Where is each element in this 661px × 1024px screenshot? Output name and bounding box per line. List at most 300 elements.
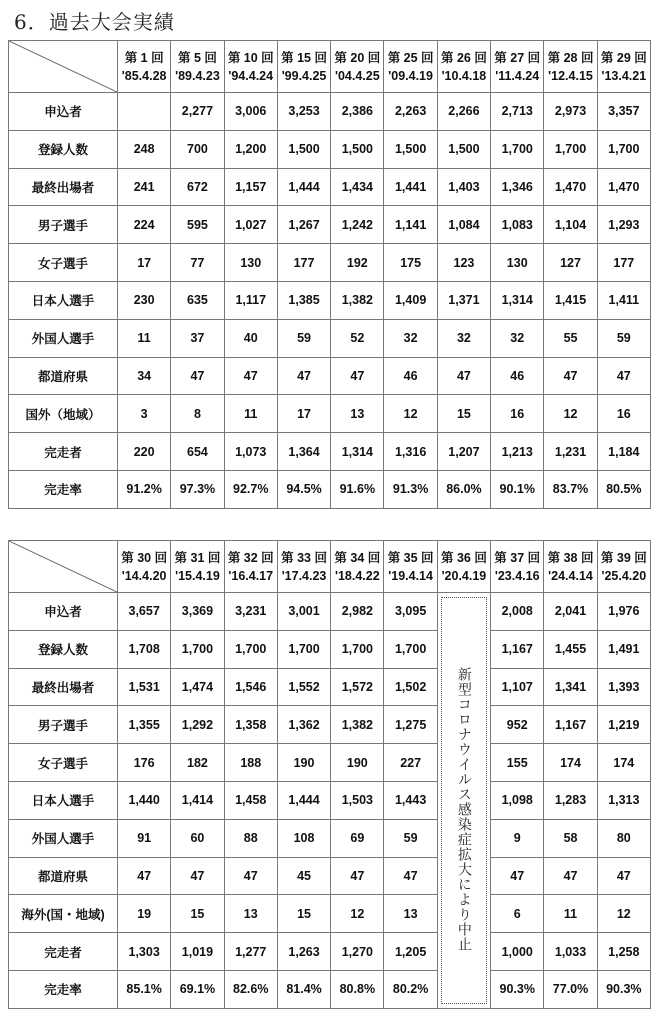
data-cell: 1,502 xyxy=(384,668,437,706)
table-row xyxy=(9,130,651,168)
data-cell: 59 xyxy=(597,319,650,357)
data-cell: 91.2% xyxy=(118,470,171,508)
data-cell: 1,434 xyxy=(331,168,384,206)
data-cell: 17 xyxy=(277,395,330,433)
data-cell: 1,033 xyxy=(544,933,597,971)
data-cell: 1,411 xyxy=(597,281,650,319)
edition-number: 第 39 回 xyxy=(600,550,647,565)
data-cell: 32 xyxy=(491,319,544,357)
data-cell: 1,275 xyxy=(384,706,437,744)
table-row xyxy=(9,895,651,933)
data-cell: 32 xyxy=(384,319,437,357)
data-cell: 130 xyxy=(224,244,277,282)
edition-date: '20.4.19 xyxy=(441,568,487,583)
data-cell: 47 xyxy=(384,857,437,895)
row-label: 登録人数 xyxy=(9,630,118,668)
data-cell: 2,266 xyxy=(437,93,490,131)
data-cell: 15 xyxy=(171,895,224,933)
data-cell: 2,008 xyxy=(491,593,544,631)
data-cell: 1,474 xyxy=(171,668,224,706)
data-cell: 672 xyxy=(171,168,224,206)
data-cell: 174 xyxy=(544,744,597,782)
data-cell: 2,973 xyxy=(544,93,597,131)
data-cell: 17 xyxy=(118,244,171,282)
edition-header xyxy=(437,41,490,93)
data-cell: 47 xyxy=(171,857,224,895)
data-cell: 47 xyxy=(277,357,330,395)
edition-date: '15.4.19 xyxy=(175,568,220,583)
data-cell: 90.1% xyxy=(491,470,544,508)
data-cell: 1,500 xyxy=(384,130,437,168)
row-label: 登録人数 xyxy=(9,130,118,168)
table-row xyxy=(9,630,651,668)
data-cell: 1,084 xyxy=(437,206,490,244)
row-label: 完走者 xyxy=(9,433,118,471)
table-row xyxy=(9,781,651,819)
table-row xyxy=(9,744,651,782)
edition-header xyxy=(384,41,437,93)
table-row xyxy=(9,319,651,357)
edition-header xyxy=(331,541,384,593)
data-cell: 91.3% xyxy=(384,470,437,508)
edition-header xyxy=(491,41,544,93)
diagonal-corner-cell xyxy=(9,41,118,93)
table-row xyxy=(9,357,651,395)
data-cell: 15 xyxy=(437,395,490,433)
edition-number: 第 38 回 xyxy=(547,550,594,565)
data-cell: 77.0% xyxy=(544,970,597,1008)
data-cell: 595 xyxy=(171,206,224,244)
row-label: 最終出場者 xyxy=(9,168,118,206)
edition-header xyxy=(277,541,330,593)
data-cell: 90.3% xyxy=(491,970,544,1008)
page-title: 6．過去大会実績 xyxy=(14,10,175,34)
data-cell: 1,167 xyxy=(491,630,544,668)
data-cell: 1,393 xyxy=(597,668,650,706)
data-cell: 130 xyxy=(491,244,544,282)
data-cell: 40 xyxy=(224,319,277,357)
data-cell: 47 xyxy=(491,857,544,895)
data-cell: 1,364 xyxy=(277,433,330,471)
data-cell: 1,444 xyxy=(277,168,330,206)
data-cell: 94.5% xyxy=(277,470,330,508)
data-cell: 1,572 xyxy=(331,668,384,706)
data-cell: 1,385 xyxy=(277,281,330,319)
data-cell: 77 xyxy=(171,244,224,282)
edition-date: '24.4.14 xyxy=(548,568,593,583)
data-cell: 1,263 xyxy=(277,933,330,971)
edition-number: 第 10 回 xyxy=(227,50,274,65)
data-cell: 85.1% xyxy=(118,970,171,1008)
data-cell: 1,231 xyxy=(544,433,597,471)
diagonal-line-icon xyxy=(9,41,117,92)
data-cell xyxy=(118,93,171,131)
edition-date: '18.4.22 xyxy=(334,568,380,583)
edition-number: 第 36 回 xyxy=(441,550,487,565)
data-cell: 1,019 xyxy=(171,933,224,971)
data-cell: 13 xyxy=(224,895,277,933)
data-cell: 1,382 xyxy=(331,706,384,744)
data-cell: 248 xyxy=(118,130,171,168)
data-cell: 12 xyxy=(384,395,437,433)
data-cell: 47 xyxy=(597,357,650,395)
data-cell: 16 xyxy=(491,395,544,433)
data-cell: 60 xyxy=(171,819,224,857)
table-row xyxy=(9,668,651,706)
data-cell: 80 xyxy=(597,819,650,857)
data-cell: 52 xyxy=(331,319,384,357)
data-cell: 2,263 xyxy=(384,93,437,131)
data-cell: 9 xyxy=(491,819,544,857)
data-cell: 1,455 xyxy=(544,630,597,668)
edition-header xyxy=(384,541,437,593)
cancel-note-box xyxy=(441,597,487,1004)
data-cell: 12 xyxy=(331,895,384,933)
data-cell: 1,976 xyxy=(597,593,650,631)
data-cell: 1,083 xyxy=(491,206,544,244)
row-label: 申込者 xyxy=(9,593,118,631)
edition-header xyxy=(491,541,544,593)
data-cell: 2,982 xyxy=(331,593,384,631)
row-label: 都道府県 xyxy=(9,857,118,895)
data-cell: 1,267 xyxy=(277,206,330,244)
data-cell: 92.7% xyxy=(224,470,277,508)
table-row xyxy=(9,933,651,971)
data-cell: 11 xyxy=(118,319,171,357)
data-cell: 1,546 xyxy=(224,668,277,706)
data-cell: 1,708 xyxy=(118,630,171,668)
data-cell: 11 xyxy=(544,895,597,933)
data-cell: 1,552 xyxy=(277,668,330,706)
data-cell: 1,098 xyxy=(491,781,544,819)
data-cell: 91.6% xyxy=(331,470,384,508)
data-cell: 15 xyxy=(277,895,330,933)
data-cell: 123 xyxy=(437,244,490,282)
edition-date: '94.4.24 xyxy=(228,68,274,83)
data-cell: 3,006 xyxy=(224,93,277,131)
edition-number: 第 29 回 xyxy=(600,50,647,65)
data-cell: 1,403 xyxy=(437,168,490,206)
results-table-1 xyxy=(8,40,651,509)
data-cell: 1,382 xyxy=(331,281,384,319)
data-cell: 1,470 xyxy=(597,168,650,206)
data-cell: 3,657 xyxy=(118,593,171,631)
data-cell: 155 xyxy=(491,744,544,782)
header-row xyxy=(9,541,651,593)
edition-header xyxy=(437,541,490,593)
data-cell: 1,700 xyxy=(597,130,650,168)
data-cell: 1,104 xyxy=(544,206,597,244)
data-cell: 47 xyxy=(437,357,490,395)
data-cell: 1,415 xyxy=(544,281,597,319)
data-cell: 1,346 xyxy=(491,168,544,206)
data-cell: 55 xyxy=(544,319,597,357)
edition-number: 第 26 回 xyxy=(441,50,487,65)
data-cell: 59 xyxy=(277,319,330,357)
data-cell: 80.8% xyxy=(331,970,384,1008)
edition-header xyxy=(331,41,384,93)
edition-header xyxy=(597,41,650,93)
data-cell: 1,409 xyxy=(384,281,437,319)
data-cell: 220 xyxy=(118,433,171,471)
data-cell: 177 xyxy=(277,244,330,282)
data-cell: 2,713 xyxy=(491,93,544,131)
data-cell: 241 xyxy=(118,168,171,206)
data-cell: 47 xyxy=(331,857,384,895)
data-cell: 19 xyxy=(118,895,171,933)
edition-header xyxy=(544,41,597,93)
edition-header xyxy=(224,541,277,593)
row-label: 女子選手 xyxy=(9,744,118,782)
data-cell: 654 xyxy=(171,433,224,471)
row-label: 外国人選手 xyxy=(9,319,118,357)
data-cell: 1,355 xyxy=(118,706,171,744)
data-cell: 635 xyxy=(171,281,224,319)
edition-number: 第 27 回 xyxy=(494,50,541,65)
data-cell: 182 xyxy=(171,744,224,782)
data-cell: 1,117 xyxy=(224,281,277,319)
data-cell: 81.4% xyxy=(277,970,330,1008)
data-cell: 3,369 xyxy=(171,593,224,631)
table-row xyxy=(9,819,651,857)
edition-number: 第 25 回 xyxy=(387,50,434,65)
edition-date: '14.4.20 xyxy=(121,568,167,583)
edition-date: '89.4.23 xyxy=(175,68,220,83)
data-cell: 59 xyxy=(384,819,437,857)
row-label: 女子選手 xyxy=(9,244,118,282)
edition-header xyxy=(224,41,277,93)
data-cell: 175 xyxy=(384,244,437,282)
edition-header xyxy=(277,41,330,93)
edition-date: '23.4.16 xyxy=(494,568,540,583)
data-cell: 1,341 xyxy=(544,668,597,706)
data-cell: 1,458 xyxy=(224,781,277,819)
edition-number: 第 33 回 xyxy=(281,550,327,565)
data-cell: 47 xyxy=(224,857,277,895)
data-cell: 13 xyxy=(384,895,437,933)
edition-number: 第 37 回 xyxy=(494,550,541,565)
data-cell: 1,314 xyxy=(491,281,544,319)
data-cell: 1,470 xyxy=(544,168,597,206)
data-cell: 97.3% xyxy=(171,470,224,508)
data-cell: 1,073 xyxy=(224,433,277,471)
row-label: 男子選手 xyxy=(9,706,118,744)
data-cell: 34 xyxy=(118,357,171,395)
data-cell: 83.7% xyxy=(544,470,597,508)
data-cell: 3,095 xyxy=(384,593,437,631)
table-row xyxy=(9,281,651,319)
data-cell: 1,303 xyxy=(118,933,171,971)
data-cell: 190 xyxy=(277,744,330,782)
data-cell: 1,283 xyxy=(544,781,597,819)
edition-date: '19.4.14 xyxy=(388,568,433,583)
data-cell: 82.6% xyxy=(224,970,277,1008)
data-cell: 47 xyxy=(331,357,384,395)
data-cell: 1,444 xyxy=(277,781,330,819)
data-cell: 13 xyxy=(331,395,384,433)
data-cell: 1,531 xyxy=(118,668,171,706)
table-row xyxy=(9,470,651,508)
data-cell: 1,184 xyxy=(597,433,650,471)
edition-date: '04.4.25 xyxy=(334,68,380,83)
diagonal-line-icon xyxy=(9,541,117,592)
data-cell: 1,700 xyxy=(171,630,224,668)
data-cell: 88 xyxy=(224,819,277,857)
edition-date: '11.4.24 xyxy=(495,68,540,83)
data-cell: 192 xyxy=(331,244,384,282)
data-cell: 12 xyxy=(597,895,650,933)
data-cell: 1,027 xyxy=(224,206,277,244)
data-cell: 1,700 xyxy=(491,130,544,168)
data-cell: 2,277 xyxy=(171,93,224,131)
edition-header xyxy=(544,541,597,593)
data-cell: 1,141 xyxy=(384,206,437,244)
table-row xyxy=(9,93,651,131)
edition-date: '16.4.17 xyxy=(228,568,274,583)
data-cell: 1,314 xyxy=(331,433,384,471)
row-label: 最終出場者 xyxy=(9,668,118,706)
data-cell: 1,205 xyxy=(384,933,437,971)
data-cell: 47 xyxy=(597,857,650,895)
data-cell: 69 xyxy=(331,819,384,857)
data-cell: 1,000 xyxy=(491,933,544,971)
data-cell: 1,700 xyxy=(277,630,330,668)
edition-date: '17.4.23 xyxy=(281,568,327,583)
table-row xyxy=(9,857,651,895)
data-cell: 1,700 xyxy=(224,630,277,668)
table-row xyxy=(9,395,651,433)
data-cell: 2,041 xyxy=(544,593,597,631)
data-cell: 1,700 xyxy=(544,130,597,168)
row-label: 申込者 xyxy=(9,93,118,131)
edition-header xyxy=(597,541,650,593)
data-cell: 1,491 xyxy=(597,630,650,668)
data-cell: 1,277 xyxy=(224,933,277,971)
row-label: 完走率 xyxy=(9,470,118,508)
row-label: 日本人選手 xyxy=(9,281,118,319)
data-cell: 1,700 xyxy=(331,630,384,668)
data-cell: 90.3% xyxy=(597,970,650,1008)
data-cell: 1,441 xyxy=(384,168,437,206)
table-row xyxy=(9,970,651,1008)
data-cell: 6 xyxy=(491,895,544,933)
edition-header xyxy=(118,541,171,593)
edition-number: 第 5 回 xyxy=(177,50,217,65)
edition-header xyxy=(171,41,224,93)
data-cell: 1,414 xyxy=(171,781,224,819)
data-cell: 224 xyxy=(118,206,171,244)
data-cell: 1,157 xyxy=(224,168,277,206)
data-cell: 46 xyxy=(491,357,544,395)
data-cell: 1,107 xyxy=(491,668,544,706)
data-cell: 1,500 xyxy=(437,130,490,168)
data-cell: 700 xyxy=(171,130,224,168)
data-cell: 1,443 xyxy=(384,781,437,819)
row-label: 都道府県 xyxy=(9,357,118,395)
data-cell: 1,700 xyxy=(384,630,437,668)
data-cell: 47 xyxy=(171,357,224,395)
edition-number: 第 30 回 xyxy=(121,550,168,565)
row-label: 日本人選手 xyxy=(9,781,118,819)
edition-date: '10.4.18 xyxy=(441,68,487,83)
data-cell: 1,242 xyxy=(331,206,384,244)
edition-number: 第 31 回 xyxy=(174,550,221,565)
data-cell: 1,200 xyxy=(224,130,277,168)
data-cell: 3 xyxy=(118,395,171,433)
data-cell: 58 xyxy=(544,819,597,857)
data-cell: 176 xyxy=(118,744,171,782)
data-cell: 2,386 xyxy=(331,93,384,131)
edition-header xyxy=(118,41,171,93)
data-cell: 188 xyxy=(224,744,277,782)
results-table-2 xyxy=(8,540,651,1009)
table-row xyxy=(9,593,651,631)
data-cell: 86.0% xyxy=(437,470,490,508)
data-cell: 45 xyxy=(277,857,330,895)
edition-number: 第 20 回 xyxy=(334,50,381,65)
data-cell: 3,231 xyxy=(224,593,277,631)
edition-number: 第 34 回 xyxy=(334,550,381,565)
data-cell: 127 xyxy=(544,244,597,282)
row-label: 外国人選手 xyxy=(9,819,118,857)
table-row xyxy=(9,244,651,282)
data-cell: 3,357 xyxy=(597,93,650,131)
data-cell: 16 xyxy=(597,395,650,433)
table-row xyxy=(9,206,651,244)
data-cell: 1,270 xyxy=(331,933,384,971)
data-cell: 1,258 xyxy=(597,933,650,971)
data-cell: 174 xyxy=(597,744,650,782)
data-cell: 1,293 xyxy=(597,206,650,244)
data-cell: 1,316 xyxy=(384,433,437,471)
data-cell: 46 xyxy=(384,357,437,395)
row-label: 完走率 xyxy=(9,970,118,1008)
data-cell: 108 xyxy=(277,819,330,857)
data-cell: 32 xyxy=(437,319,490,357)
data-cell: 3,001 xyxy=(277,593,330,631)
data-cell: 1,292 xyxy=(171,706,224,744)
cancel-note: 新型コロナウイルス感染症拡大により中止 xyxy=(455,666,472,952)
data-cell: 47 xyxy=(224,357,277,395)
data-cell: 1,440 xyxy=(118,781,171,819)
edition-date: '85.4.28 xyxy=(121,68,167,83)
data-cell: 8 xyxy=(171,395,224,433)
data-cell: 1,213 xyxy=(491,433,544,471)
row-label: 海外(国・地域) xyxy=(9,895,118,933)
edition-date: '12.4.15 xyxy=(548,68,593,83)
data-cell: 1,503 xyxy=(331,781,384,819)
data-cell: 1,500 xyxy=(331,130,384,168)
data-cell: 91 xyxy=(118,819,171,857)
diagonal-corner-cell xyxy=(9,541,118,593)
row-label: 国外（地域） xyxy=(9,395,118,433)
data-cell: 11 xyxy=(224,395,277,433)
edition-number: 第 35 回 xyxy=(387,550,434,565)
edition-number: 第 32 回 xyxy=(227,550,274,565)
edition-date: '99.4.25 xyxy=(281,68,327,83)
edition-header xyxy=(171,541,224,593)
edition-date: '25.4.20 xyxy=(601,568,647,583)
data-cell: 1,362 xyxy=(277,706,330,744)
data-cell: 69.1% xyxy=(171,970,224,1008)
data-cell: 952 xyxy=(491,706,544,744)
data-cell: 3,253 xyxy=(277,93,330,131)
edition-date: '13.4.21 xyxy=(601,68,647,83)
data-cell: 12 xyxy=(544,395,597,433)
data-cell: 37 xyxy=(171,319,224,357)
data-cell: 1,207 xyxy=(437,433,490,471)
header-row xyxy=(9,41,651,93)
